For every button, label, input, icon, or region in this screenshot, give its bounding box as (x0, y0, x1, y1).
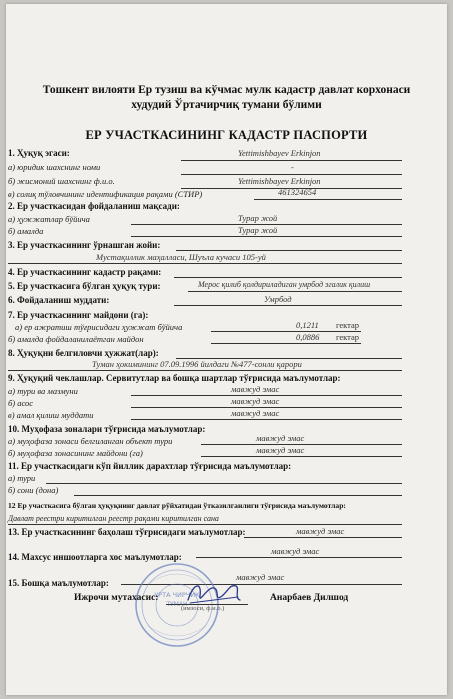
restriction-type-label: а) тури ва мазмуни (8, 386, 78, 396)
legal-entity-line (181, 174, 402, 175)
trees-count-line (74, 495, 402, 496)
legal-entity-value: - (291, 162, 294, 172)
purpose-actual-label: б) амалда (8, 226, 44, 236)
signature-note: (имзоси, ф.и.о.) (181, 605, 225, 612)
area-docs-value: 0,1211 (296, 320, 319, 330)
right-type-value: Мерос қилиб қолдириладиган умрбод эгалик қилиш (198, 280, 371, 289)
stamp-text-mid: ТУМАН (166, 601, 188, 608)
executor-name: Анарбаев Дилшод (270, 593, 349, 603)
location-line-1 (176, 250, 402, 251)
section-15-title: 15. Бошқа маълумотлар: (8, 578, 109, 588)
trees-count-label: б) сони (дона) (8, 485, 59, 495)
valuation-value: мавжуд эмас (296, 526, 345, 536)
purpose-actual-value: Турар жой (238, 225, 278, 235)
section-5-title: 5. Ер участкасига бўлган ҳуқуқ тури: (8, 281, 161, 291)
section-6-title: 6. Фойдаланиш муддати: (8, 295, 110, 305)
restriction-type-value: мавжуд эмас (231, 384, 280, 394)
trees-type-label: а) тури (8, 473, 36, 483)
valuation-line (244, 537, 402, 538)
section-9-title: 9. Ҳуқуқий чеклашлар. Сервитутлар ва бошқа шартлар тўғрисида маълумотлар: (8, 373, 341, 383)
location-value: Мустақиллик маҳалласи, Шуъла кучаси 105-уй (96, 252, 266, 262)
area-docs-unit: гектар (336, 320, 360, 330)
protection-object-value: мавжуд эмас (256, 433, 305, 443)
registry-line-text: Давлат реестри киритилган реестр рақами киритилган сана (8, 514, 219, 523)
restriction-term-line (131, 419, 402, 420)
owner-value: Yettimishbayev Erkinjon (238, 148, 321, 158)
restriction-basis-label: б) асос (8, 398, 34, 408)
section-7-title: 7. Ер участкасининг майдони (га): (8, 310, 149, 320)
section-2-title: 2. Ер участкасидан фойдаланиш мақсади: (8, 201, 180, 211)
executor-label: Ижрочи мутахасис: (74, 593, 159, 603)
section-12-title: 12 Ер участкасига бўлган ҳуқуқнинг давлат рўйхатидан ўтказилганлиги тўғрисида маълумотлар: (8, 501, 346, 510)
document-title: ЕР УЧАСТКАСИНИНГ КАДАСТР ПАСПОРТИ (85, 128, 368, 142)
tax-id-label: в) солиқ тўловчининг идентификация рақами (СТИР) (8, 189, 203, 199)
restriction-basis-value: мавжуд эмас (231, 396, 280, 406)
rights-doc-line-2 (8, 370, 402, 371)
location-line-2 (8, 263, 402, 264)
right-type-line (188, 291, 402, 292)
purpose-docs-value: Турар жой (238, 213, 278, 223)
cadastral-number-line (174, 277, 402, 278)
area-actual-unit: гектар (336, 332, 360, 342)
individual-label: б) жисмоний шахснинг ф.и.о. (8, 176, 115, 186)
tax-id-line (254, 199, 402, 200)
legal-entity-label: а) юридик шахснинг номи (8, 162, 101, 172)
protection-area-value: мавжуд эмас (256, 445, 305, 455)
area-actual-label: б) амалда фойдаланилаётган майдон (8, 334, 144, 344)
area-actual-value: 0,0886 (296, 332, 320, 342)
restriction-term-label: в) амал қилиш муддати (8, 410, 94, 420)
section-10-title: 10. Муҳофаза зоналари тўғрисида маълумотлар: (8, 424, 206, 434)
restriction-term-value: мавжуд эмас (231, 408, 280, 418)
term-line (174, 305, 402, 306)
special-structures-line (196, 557, 402, 558)
owner-line (181, 160, 402, 161)
section-13-title: 13. Ер участкасининг баҳолаш тўғрисидаги маълумотлар: (8, 527, 246, 537)
section-4-title: 4. Ер участкасининг кадастр рақами: (8, 267, 162, 277)
section-3-title: 3. Ер участкасининг ўрнашган жойи: (8, 240, 161, 250)
rights-doc-value: Туман ҳокимининг 07.09.1996 йилдаги №477-сонли қарори (92, 359, 302, 369)
protection-area-label: б) муҳофаза зонасининг майдони (га) (8, 448, 143, 458)
trees-type-line (46, 483, 402, 484)
protection-area-line (201, 456, 402, 457)
area-docs-label: а) ер ажратиш тўғрисидаги ҳужжат бўйича (15, 322, 183, 332)
registry-line (8, 524, 402, 525)
organization-line-2: худудий Ўртачирчиқ тумани бўлими (131, 99, 322, 111)
tax-id-value: 461324654 (278, 187, 317, 197)
section-14-title: 14. Махсус иншоотларга хос маълумотлар: (8, 552, 182, 562)
passport-sheet (6, 4, 447, 695)
special-structures-value: мавжуд эмас (271, 546, 320, 556)
purpose-docs-label: а) ҳужжатлар бўйича (8, 214, 90, 224)
protection-object-label: а) муҳофаза зонаси белгиланган объект тури (8, 436, 173, 446)
organization-line-1: Тошкент вилояти Ер тузиш ва кўчмас мулк кадастр давлат корхонаси (42, 84, 411, 96)
area-actual-line (211, 343, 361, 344)
stamp-text-top: УРТА ЧИРЧИҚ (154, 591, 200, 599)
section-1-title: 1. Ҳуқуқ эгаси: (8, 148, 70, 158)
section-11-title: 11. Ер участкасидаги кўп йиллик дарахтлар тўғрисида маълумотлар: (8, 461, 292, 471)
section-8-title: 8. Ҳуқуқни белгиловчи ҳужжат(лар): (8, 348, 159, 358)
individual-value: Yettimishbayev Erkinjon (238, 176, 321, 186)
other-info-value: мавжуд эмас (236, 572, 285, 582)
purpose-actual-line (131, 236, 402, 237)
term-value: Умрбод (264, 294, 292, 304)
